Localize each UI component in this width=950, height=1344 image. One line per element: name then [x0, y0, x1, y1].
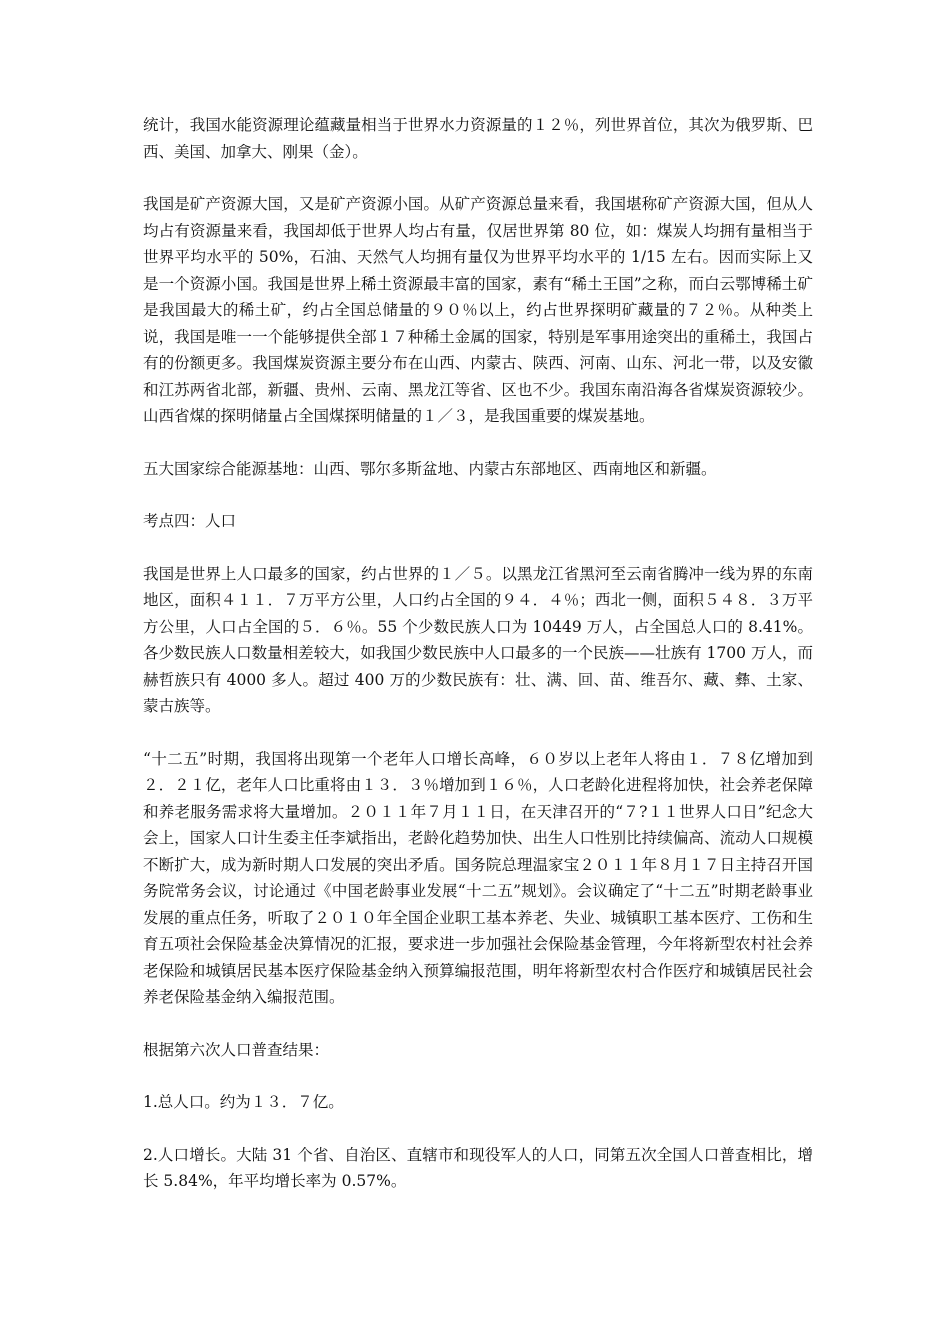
paragraph-aging: “十二五”时期，我国将出现第一个老年人口增长高峰，６０岁以上老年人将由１．７８亿增加到２．２１亿，老年人口比重将由１３．３％增加到１６％，人口老龄化进程将加快，社会养老保障和养老服务需求将大量增加。２０１１年７月１１日，在天津召开的“７?１１世界人口日”纪念大会上，国家人口计生委主任李斌指出，老龄化趋势加快、出生人口性别比持续偏高、流动人口规模不断扩大，成为新时期人口发展的突出矛盾。国务院总理温家宝２０１１年８月１７日主持召开国务院常务会议，讨论通过《中国老龄事业发展“十二五”规划》。会议确定了“十二五”时期老龄事业发展的重点任务，听取了２０１０年全国企业职工基本养老、失业、城镇职工基本医疗、工伤和生育五项社会保险基金决算情况的汇报，要求进一步加强社会保险基金管理，今年将新型农村社会养老保险和城镇居民基本医疗保险基金纳入预算编报范围，明年将新型农村合作医疗和城镇居民社会养老保险基金纳入编报范围。	[143, 749, 813, 1006]
list-item-total-population: 1.总人口。约为１３．７亿。	[143, 1093, 344, 1111]
paragraph-hydropower: 统计，我国水能资源理论蕴藏量相当于世界水力资源量的１２％，列世界首位，其次为俄罗斯、巴西、美国、加拿大、刚果（金）。	[143, 116, 813, 161]
paragraph-population-distribution: 我国是世界上人口最多的国家，约占世界的１／５。以黑龙江省黑河至云南省腾冲一线为界的东南地区，面积４１１．７万平方公里，人口约占全国的９４．４％；西北一侧，面积５４８．３万平方公里，人口占全国的５．６％。55 个少数民族人口为 10449 万人，占全国总人口的 8.41%。各少数民族人口数量相差较大，如我国少数民族中人口最多的一个民族——壮族有 1700 万人，而赫哲族只有 4000 多人。超过 400 万的少数民族有：壮、满、回、苗、维吾尔、藏、彝、土家、蒙古族等。	[143, 564, 813, 715]
section-heading-population: 考点四：人口	[143, 512, 237, 530]
paragraph-census-intro: 根据第六次人口普查结果：	[143, 1040, 330, 1059]
list-item-population-growth: 2.人口增长。大陆 31 个省、自治区、直辖市和现役军人的人口，同第五次全国人口普查相比，增长 5.84%，年平均增长率为 0.57%。	[143, 1145, 813, 1190]
paragraph-energy-bases: 五大国家综合能源基地：山西、鄂尔多斯盆地、内蒙古东部地区、西南地区和新疆。	[143, 459, 717, 478]
paragraph-mineral-resources: 我国是矿产资源大国，又是矿产资源小国。从矿产资源总量来看，我国堪称矿产资源大国，但从人均占有资源量来看，我国却低于世界人均占有量，仅居世界第 80 位，如：煤炭人均拥有量相当于世界平均水平的 50%，石油、天然气人均拥有量仅为世界平均水平的 1/15 左右。因而实际上又是一个资源小国。我国是世界上稀土资源最丰富的国家，素有“稀土王国”之称，而白云鄂博稀土矿是我国最大的稀土矿，约占全国总储量的９０％以上，约占世界探明矿藏量的７２％。从种类上说，我国是唯一一个能够提供全部１７种稀土金属的国家，特别是军事用途突出的重稀土，我国占有的份额更多。我国煤炭资源主要分布在山西、内蒙古、陕西、河南、山东、河北一带，以及安徽和江苏两省北部，新疆、贵州、云南、黑龙江等省、区也不少。我国东南沿海各省煤炭资源较少。山西省煤的探明储量占全国煤探明储量的１／３，是我国重要的煤炭基地。	[143, 195, 813, 425]
document-page	[143, 112, 813, 1221]
